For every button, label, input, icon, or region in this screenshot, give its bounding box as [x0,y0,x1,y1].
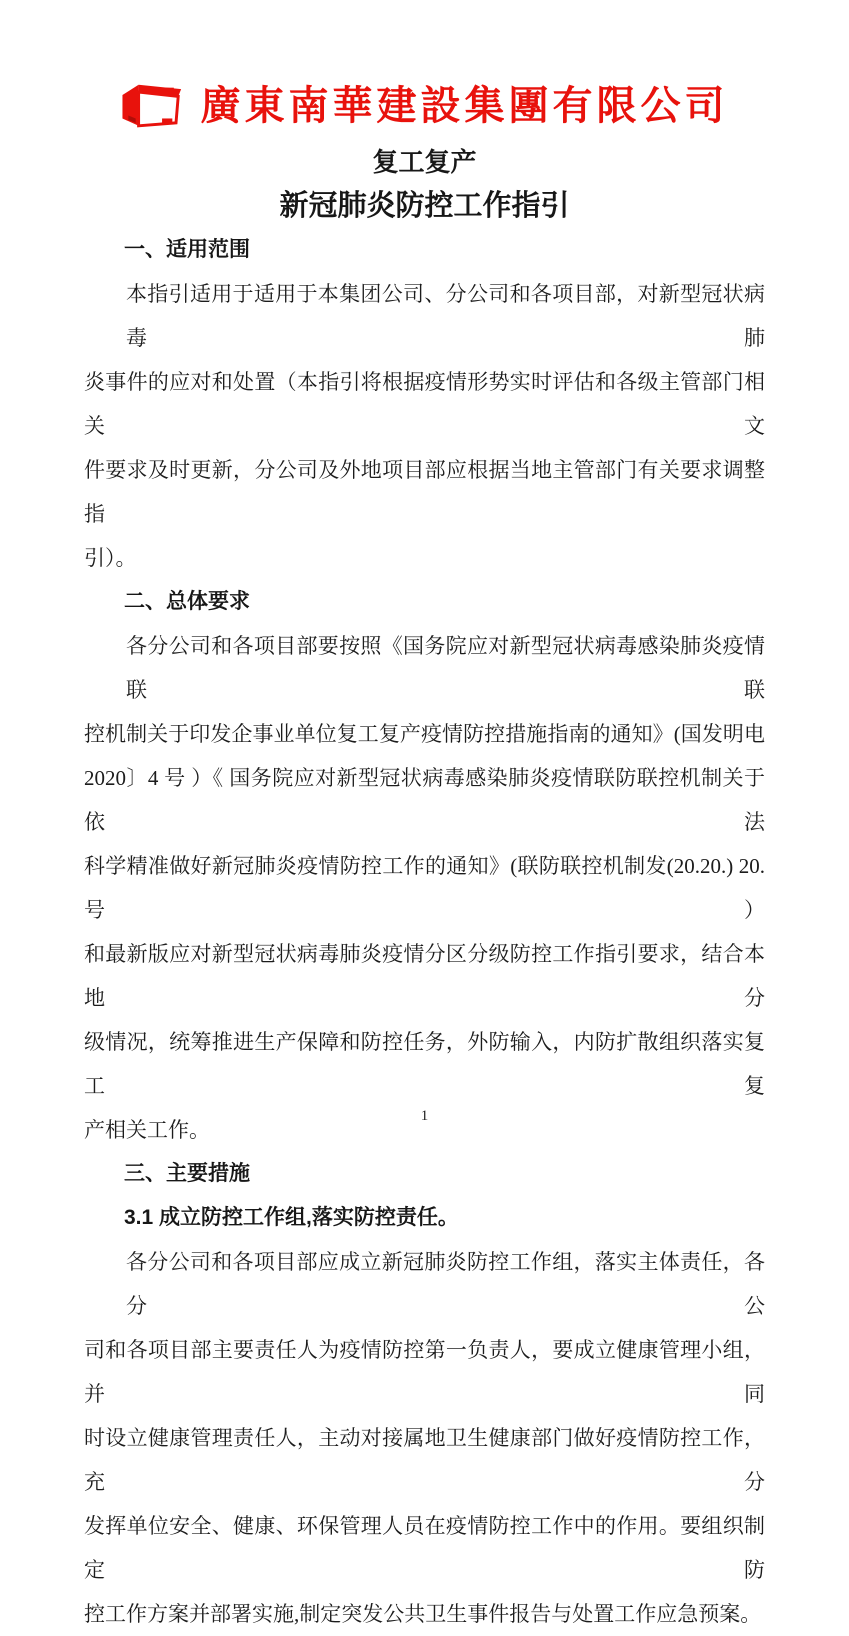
paragraph-line: 本指引适用于适用于本集团公司、分公司和各项目部，对新型冠状病毒肺 [126,282,765,350]
paragraph-line: 炎事件的应对和处置（本指引将根据疫情形势实时评估和各级主管部门相关文 [84,370,765,438]
paragraph-line: 2020〕4 号 ）《 国务院应对新型冠状病毒感染肺炎疫情联防联控机制关于依法 [84,766,765,834]
paragraph-line: 件要求及时更新，分公司及外地项目部应根据当地主管部门有关要求调整指 [84,458,765,526]
paragraph-line: 各分公司和各项目部应成立新冠肺炎防控工作组，落实主体责任，各分公 [126,1250,765,1318]
paragraph-line: 控机制关于印发企事业单位复工复产疫情防控措施指南的通知》(国发明电 [84,722,765,746]
document-title-line1: 复工复产 [372,147,477,177]
section-heading: 一、适用范围 [124,238,250,261]
paragraph-line: 级情况，统筹推进生产保障和防控任务，外防输入，内防扩散组织落实复工复 [84,1030,765,1098]
paragraph-line: 司和各项目部主要责任人为疫情防控第一负责人，要成立健康管理小组，并同 [84,1338,765,1406]
page-number: 1 [420,1108,429,1124]
section-heading: 二、总体要求 [124,590,250,613]
company-logo-icon [121,80,187,132]
company-header [84,0,765,140]
section-subheading: 3.1 成立防控工作组,落实防控责任。 [124,1206,459,1229]
paragraph-line: 引）。 [84,546,137,570]
paragraph-line: 科学精准做好新冠肺炎疫情防控工作的通知》(联防联控机制发(20.20.) 20.号 ） [84,854,765,922]
paragraph-line: 和最新版应对新型冠状病毒肺炎疫情分区分级防控工作指引要求，结合本地分 [84,942,765,1010]
paragraph-line: 各分公司和各项目部要按照《国务院应对新型冠状病毒感染肺炎疫情联联 [126,634,765,702]
document-title-line2: 新冠肺炎防控工作指引 [279,190,570,222]
paragraph [84,624,765,1152]
document-body [84,228,765,1636]
paragraph [84,1240,765,1636]
company-name: 廣東南華建設集團有限公司 [200,83,729,128]
paragraph-line: 控工作方案并部署实施,制定突发公共卫生事件报告与处置工作应急预案。 [84,1602,762,1626]
paragraph-line: 发挥单位安全、健康、环保管理人员在疫情防控工作中的作用。要组织制定防 [84,1514,765,1582]
section-heading: 三、主要措施 [124,1162,250,1185]
paragraph-line: 时设立健康管理责任人，主动对接属地卫生健康部门做好疫情防控工作，充分 [84,1426,765,1494]
paragraph [84,272,765,580]
paragraph-line: 产相关工作。 [84,1118,210,1142]
